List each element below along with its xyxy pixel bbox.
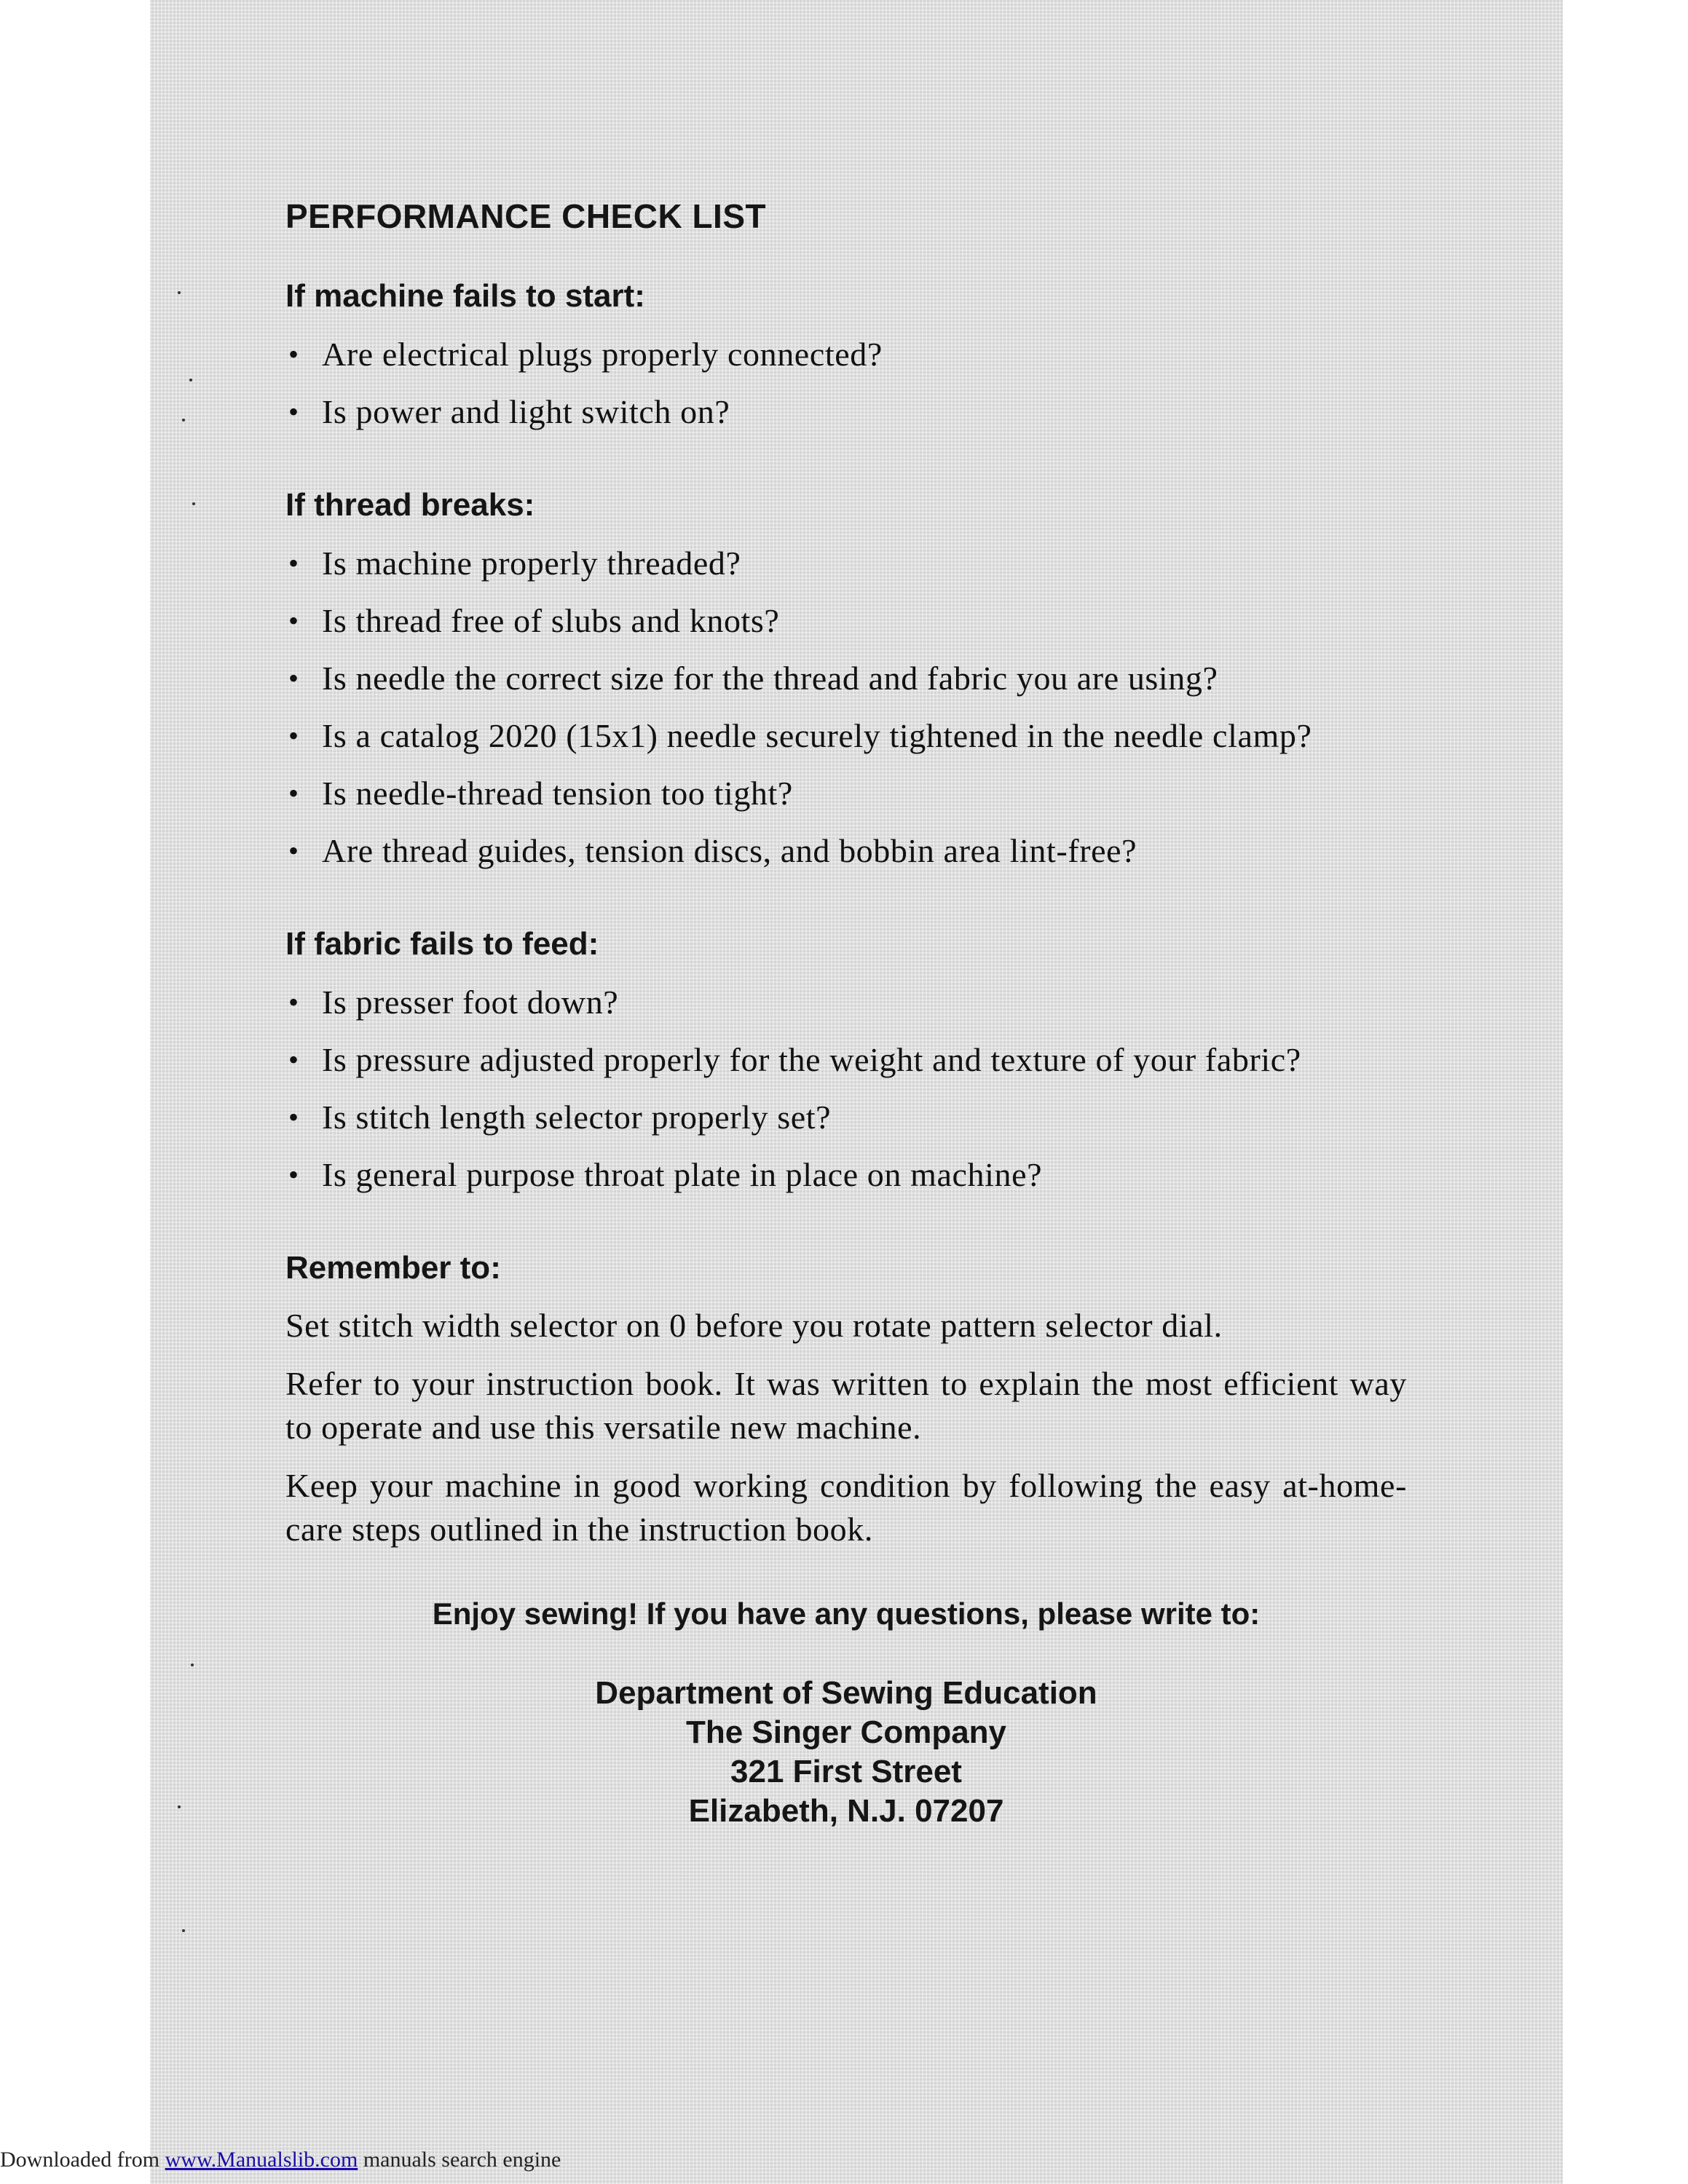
bullet: • — [288, 834, 299, 867]
section-fails-to-start — [285, 278, 1407, 435]
check-item-text: Are thread guides, tension discs, and bobbin area lint-free? — [322, 832, 1137, 869]
bullet: • — [288, 777, 299, 810]
check-item-text: Is power and light switch on? — [322, 393, 730, 430]
remember-paragraph: Set stitch width selector on 0 before you rotate pattern selector dial. — [285, 1307, 1223, 1344]
footer-suffix: manuals search engine — [358, 2148, 561, 2172]
section-heading: If machine fails to start: — [285, 278, 645, 314]
section-heading: If thread breaks: — [285, 487, 535, 523]
check-item-text: Is needle the correct size for the thread and fabric you are using? — [322, 660, 1218, 697]
check-list — [285, 980, 1407, 1198]
bullet: • — [288, 395, 299, 428]
address-line: Department of Sewing Education — [595, 1675, 1097, 1711]
check-item-text: Is presser foot down? — [322, 984, 619, 1021]
scan-speck — [182, 1929, 185, 1932]
check-item-text: Are electrical plugs properly connected? — [322, 336, 883, 373]
check-list — [285, 541, 1407, 874]
check-item — [285, 1152, 1407, 1198]
closing-line: Enjoy sewing! If you have any questions, please write to: — [432, 1597, 1261, 1631]
check-item — [285, 389, 1407, 435]
check-item-text: Is needle-thread tension too tight? — [322, 775, 793, 812]
section-remember — [285, 1250, 1407, 1551]
address-line: Elizabeth, N.J. 07207 — [688, 1793, 1004, 1829]
address-line: 321 First Street — [730, 1754, 962, 1789]
bullet: • — [288, 547, 299, 579]
check-item — [285, 598, 1407, 644]
remember-paragraph: Refer to your instruction book. It was written to explain the most efficient way to operate and use this versatile new machine. — [285, 1365, 1407, 1446]
address-line: The Singer Company — [685, 1714, 1007, 1750]
page-title: PERFORMANCE CHECK LIST — [285, 197, 767, 235]
check-item — [285, 771, 1407, 816]
check-item-text: Is general purpose throat plate in place on machine? — [322, 1156, 1043, 1193]
bullet: • — [288, 719, 299, 752]
check-item — [285, 828, 1407, 874]
check-item — [285, 332, 1407, 377]
scan-speck — [178, 1805, 181, 1808]
scan-speck — [191, 1663, 194, 1666]
document-content — [285, 197, 1407, 1831]
check-item-text: Is a catalog 2020 (15x1) needle securely tightened in the needle clamp? — [322, 717, 1312, 754]
check-item-text: Is stitch length selector properly set? — [322, 1099, 832, 1136]
check-item — [285, 713, 1407, 759]
check-list — [285, 332, 1407, 435]
check-item — [285, 1037, 1407, 1083]
download-footer — [0, 2148, 561, 2172]
bullet: • — [288, 1043, 299, 1076]
section-heading: Remember to: — [285, 1250, 501, 1286]
manualslib-link[interactable]: www.Manualslib.com — [165, 2148, 358, 2172]
footer-prefix: Downloaded from — [0, 2148, 165, 2172]
check-item — [285, 980, 1407, 1025]
mailing-address — [285, 1674, 1407, 1831]
bullet: • — [288, 986, 299, 1018]
scan-speck — [189, 379, 192, 381]
check-item — [285, 1095, 1407, 1140]
scan-speck — [178, 291, 181, 294]
bullet: • — [288, 604, 299, 637]
bullet: • — [288, 662, 299, 695]
section-heading: If fabric fails to feed: — [285, 926, 599, 962]
section-thread-breaks — [285, 487, 1407, 874]
check-item-text: Is pressure adjusted properly for the weight and texture of your fabric? — [322, 1041, 1301, 1078]
bullet: • — [288, 1158, 299, 1191]
scan-speck — [182, 419, 185, 422]
check-item-text: Is thread free of slubs and knots? — [322, 602, 780, 639]
bullet: • — [288, 1101, 299, 1133]
remember-paragraph: Keep your machine in good working condition by following the easy at-home-care steps outlined in the instruction book. — [285, 1467, 1407, 1548]
bullet: • — [288, 338, 299, 371]
check-item — [285, 656, 1407, 701]
section-fabric-fails-to-feed — [285, 926, 1407, 1198]
check-item — [285, 541, 1407, 586]
check-item-text: Is machine properly threaded? — [322, 545, 741, 582]
scan-speck — [192, 502, 195, 505]
